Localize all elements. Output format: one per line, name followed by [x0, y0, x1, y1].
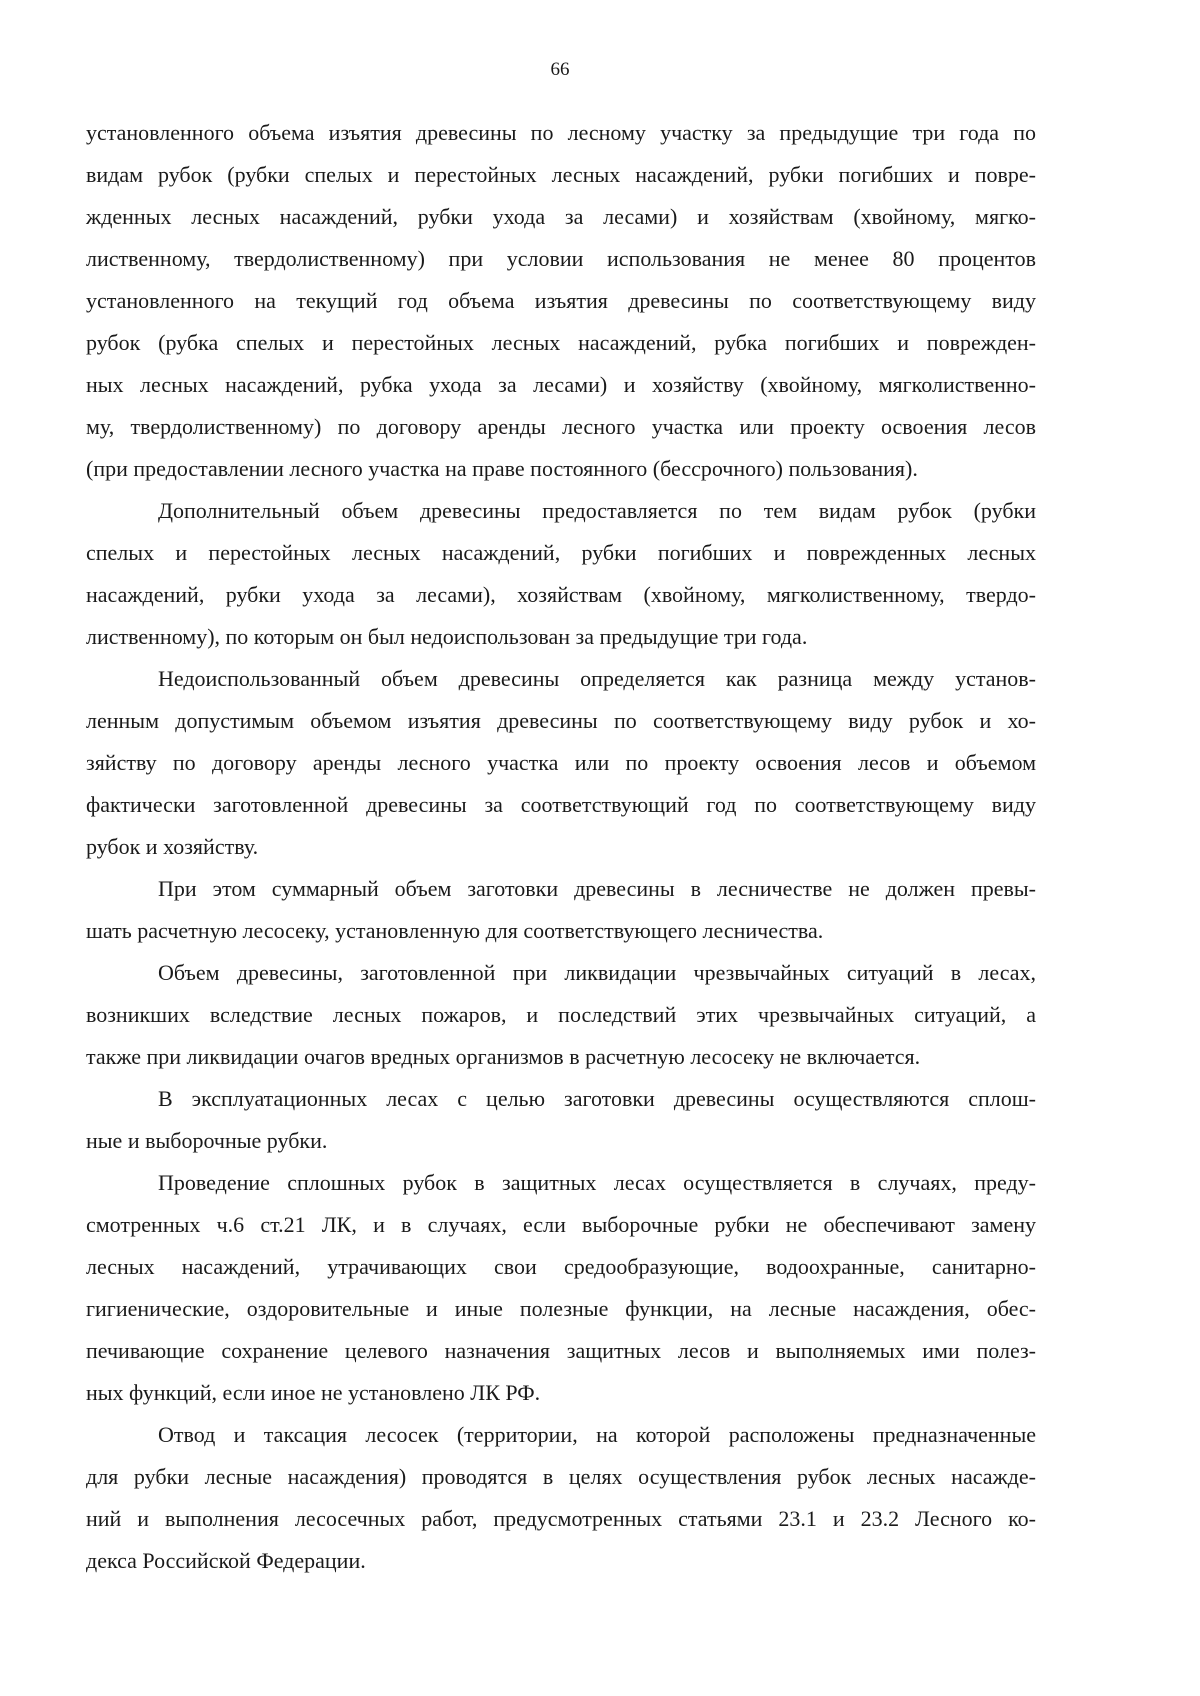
paragraph-line: лиственному, твердолиственному) при условии использования не менее 80 процентов [86, 246, 1036, 271]
paragraph-line: возникших вследствие лесных пожаров, и последствий этих чрезвычайных ситуаций, а [86, 1002, 1036, 1027]
paragraph-line: жденных лесных насаждений, рубки ухода за лесами) и хозяйствам (хвойному, мягко- [86, 204, 1036, 229]
paragraph-line: лиственному), по которым он был недоиспользован за предыдущие три года. [86, 624, 808, 649]
paragraph-line: му, твердолиственному) по договору аренды лесного участка или проекту освоения лесов [86, 414, 1036, 439]
paragraph-line: установленного на текущий год объема изъятия древесины по соответствующему виду [86, 288, 1036, 313]
paragraph-line: ные и выборочные рубки. [86, 1128, 328, 1153]
paragraph-line: гигиенические, оздоровительные и иные полезные функции, на лесные насаждения, обес- [86, 1296, 1036, 1321]
page-number: 66 [550, 59, 570, 80]
paragraph-5 [86, 952, 1036, 1078]
paragraph-7 [86, 1162, 1036, 1414]
document-body [86, 112, 1036, 1582]
paragraph-line: фактически заготовленной древесины за соответствующий год по соответствующему виду [86, 792, 1036, 817]
paragraph-line: (при предоставлении лесного участка на праве постоянного (бессрочного) пользования). [86, 456, 918, 481]
paragraph-line: спелых и перестойных лесных насаждений, рубки погибших и поврежденных лесных [86, 540, 1036, 565]
paragraph-line: Объем древесины, заготовленной при ликвидации чрезвычайных ситуаций в лесах, [158, 960, 1036, 985]
paragraph-line: ных лесных насаждений, рубка ухода за лесами) и хозяйству (хвойному, мягколиственно- [86, 372, 1036, 397]
paragraph-line: Дополнительный объем древесины предоставляется по тем видам рубок (рубки [158, 498, 1036, 523]
paragraph-line: В эксплуатационных лесах с целью заготовки древесины осуществляются сплош- [158, 1086, 1036, 1111]
paragraph-line: рубок и хозяйству. [86, 834, 259, 859]
paragraph-line: ленным допустимым объемом изъятия древесины по соответствующему виду рубок и хо- [86, 708, 1036, 733]
paragraph-line: насаждений, рубки ухода за лесами), хозяйствам (хвойному, мягколиственному, твердо- [86, 582, 1036, 607]
paragraph-8 [86, 1414, 1036, 1582]
paragraph-2 [86, 490, 1036, 658]
paragraph-line: Проведение сплошных рубок в защитных лесах осуществляется в случаях, преду- [158, 1170, 1036, 1195]
paragraph-line: лесных насаждений, утрачивающих свои средообразующие, водоохранные, санитарно- [86, 1254, 1036, 1279]
paragraph-line: ных функций, если иное не установлено ЛК РФ. [86, 1380, 541, 1405]
paragraph-line: видам рубок (рубки спелых и перестойных лесных насаждений, рубки погибших и повре- [86, 162, 1036, 187]
paragraph-line: ний и выполнения лесосечных работ, предусмотренных статьями 23.1 и 23.2 Лесного ко- [86, 1506, 1036, 1531]
paragraph-line: зяйству по договору аренды лесного участка или по проекту освоения лесов и объемом [86, 750, 1036, 775]
paragraph-line: печивающие сохранение целевого назначения защитных лесов и выполняемых ими полез- [86, 1338, 1036, 1363]
paragraph-line: шать расчетную лесосеку, установленную для соответствующего лесничества. [86, 918, 824, 943]
paragraph-3 [86, 658, 1036, 868]
paragraph-line: также при ликвидации очагов вредных организмов в расчетную лесосеку не включается. [86, 1044, 921, 1069]
paragraph-line: Отвод и таксация лесосек (территории, на которой расположены предназначенные [158, 1422, 1036, 1447]
paragraph-line: рубок (рубка спелых и перестойных лесных насаждений, рубка погибших и поврежден- [86, 330, 1036, 355]
paragraph-line: смотренных ч.6 ст.21 ЛК, и в случаях, если выборочные рубки не обеспечивают замену [86, 1212, 1036, 1237]
paragraph-line: для рубки лесные насаждения) проводятся в целях осуществления рубок лесных насажде- [86, 1464, 1036, 1489]
paragraph-1 [86, 112, 1036, 490]
paragraph-4 [86, 868, 1036, 952]
paragraph-6 [86, 1078, 1036, 1162]
paragraph-line: При этом суммарный объем заготовки древесины в лесничестве не должен превы- [158, 876, 1036, 901]
paragraph-line: установленного объема изъятия древесины по лесному участку за предыдущие три года по [86, 120, 1036, 145]
paragraph-line: декса Российской Федерации. [86, 1548, 366, 1573]
paragraph-line: Недоиспользованный объем древесины определяется как разница между установ- [158, 666, 1036, 691]
